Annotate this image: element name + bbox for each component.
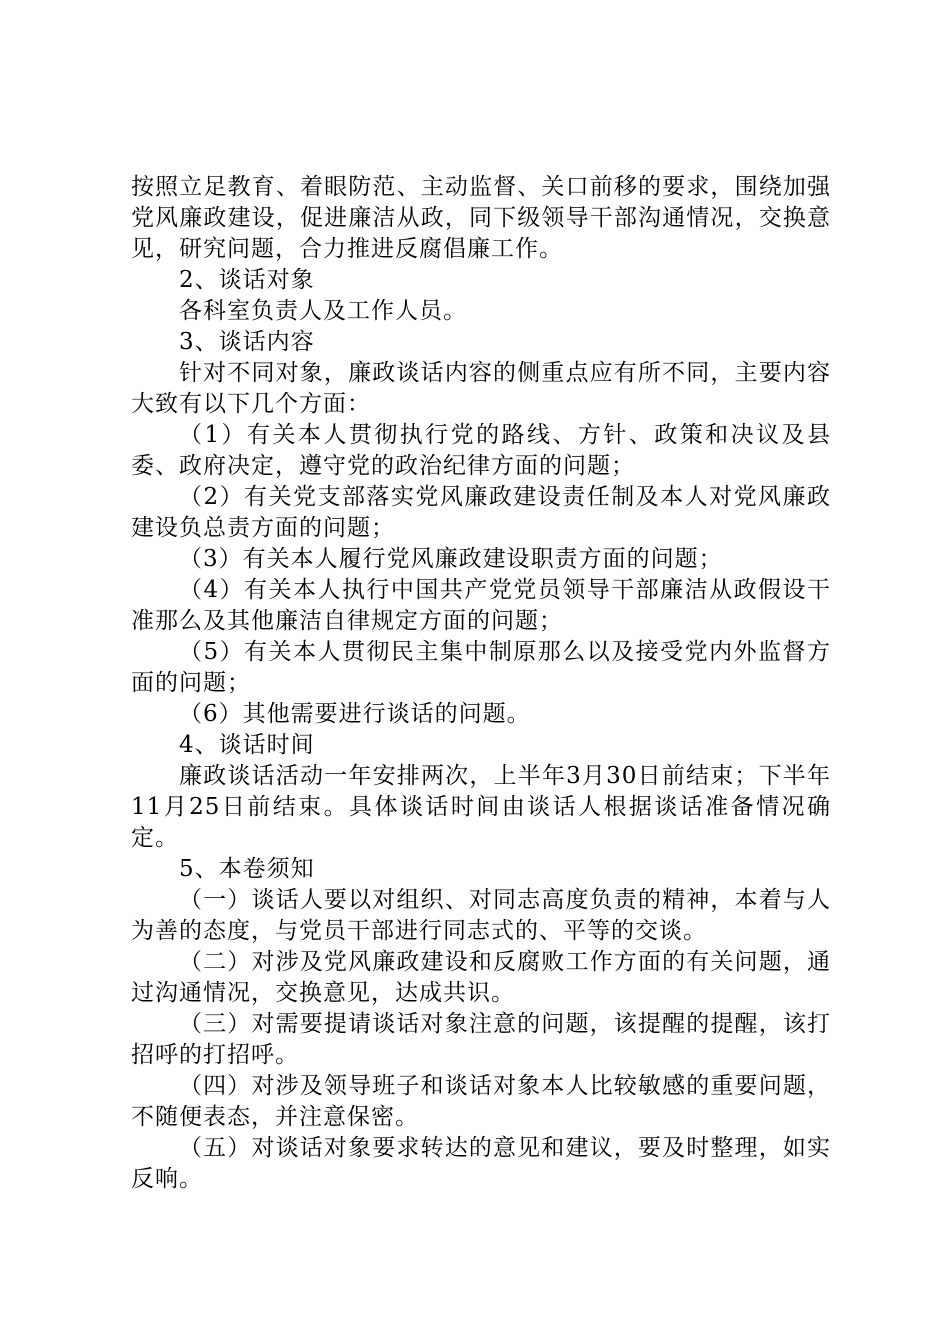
document-body <box>131 172 831 1195</box>
notice-item-3: （三）对需要提请谈话对象注意的问题，该提醒的提醒，该打招呼的打招呼。 <box>131 1011 831 1068</box>
notice-item-5: （五）对谈话对象要求转达的意见和建议，要及时整理，如实反响。 <box>131 1135 831 1192</box>
section-heading-5: 5、本卷须知 <box>179 856 315 882</box>
list-item-6: （6）其他需要进行谈话的问题。 <box>179 701 531 727</box>
paragraph-content-intro: 针对不同对象，廉政谈话内容的侧重点应有所不同，主要内容大致有以下几个方面： <box>131 360 831 417</box>
list-item-4: （4）有关本人执行中国共产党党员领导干部廉洁从政假设干准那么及其他廉洁自律规定方面的问题； <box>131 577 831 634</box>
paragraph-intro: 按照立足教育、着眼防范、主动监督、关口前移的要求，围绕加强党风廉政建设，促进廉洁从政，同下级领导干部沟通情况，交换意见，研究问题，合力推进反腐倡廉工作。 <box>131 174 831 262</box>
section-heading-4: 4、谈话时间 <box>179 732 315 758</box>
list-item-5: （5）有关本人贯彻民主集中制原那么以及接受党内外监督方面的问题； <box>131 639 831 696</box>
notice-item-2: （二）对涉及党风廉政建设和反腐败工作方面的有关问题，通过沟通情况，交换意见，达成共识。 <box>131 949 831 1006</box>
notice-item-1: （一）谈话人要以对组织、对同志高度负责的精神，本着与人为善的态度，与党员干部进行同志式的、平等的交谈。 <box>131 887 831 944</box>
section-heading-3: 3、谈话内容 <box>179 329 315 355</box>
list-item-1: （1）有关本人贯彻执行党的路线、方针、政策和决议及县委、政府决定，遵守党的政治纪律方面的问题； <box>131 422 831 479</box>
notice-item-4: （四）对涉及领导班子和谈话对象本人比较敏感的重要问题，不随便表态，并注意保密。 <box>131 1073 831 1130</box>
paragraph-targets: 各科室负责人及工作人员。 <box>179 298 467 324</box>
paragraph-schedule: 廉政谈话活动一年安排两次，上半年3月30日前结束；下半年11月25日前结束。具体谈话时间由谈话人根据谈话准备情况确定。 <box>131 763 831 851</box>
list-item-2: （2）有关党支部落实党风廉政建设责任制及本人对党风廉政建设负总责方面的问题； <box>131 484 831 541</box>
list-item-3: （3）有关本人履行党风廉政建设职责方面的问题； <box>179 546 723 572</box>
section-heading-2: 2、谈话对象 <box>179 267 315 293</box>
